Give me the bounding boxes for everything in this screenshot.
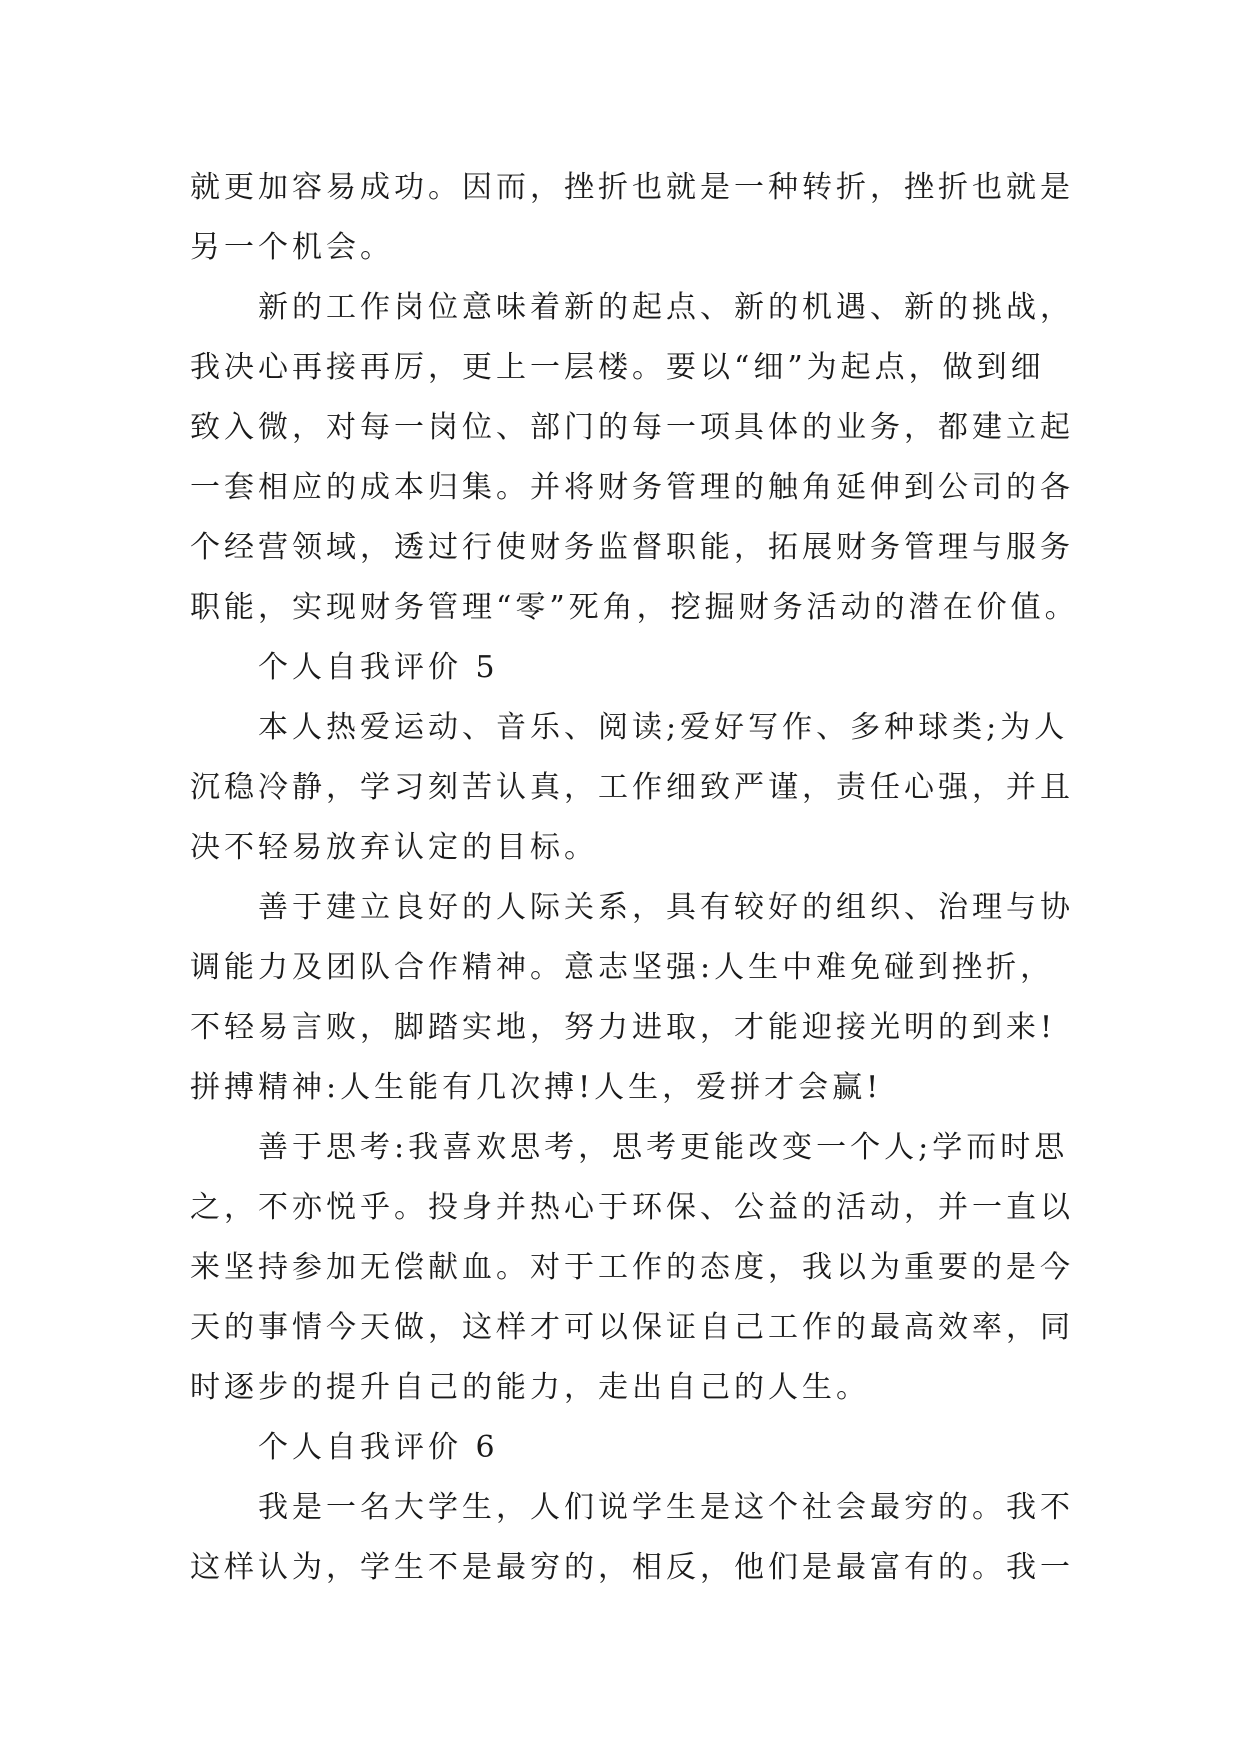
section-heading: 个人自我评价 6	[258, 1430, 499, 1465]
text-line: 职能，实现财务管理“零”死角，挖掘财务活动的潜在价值。	[190, 590, 1079, 625]
paragraph-first-line: 善于建立良好的人际关系，具有较好的组织、治理与协	[258, 890, 1074, 925]
text-line: 致入微，对每一岗位、部门的每一项具体的业务，都建立起	[190, 410, 1074, 445]
paragraph-first-line: 善于思考:我喜欢思考，思考更能改变一个人;学而时思	[258, 1130, 1069, 1165]
text-line: 天的事情今天做，这样才可以保证自己工作的最高效率，同	[190, 1310, 1074, 1345]
text-line: 调能力及团队合作精神。意志坚强:人生中难免碰到挫折，	[190, 950, 1055, 985]
paragraph-first-line: 新的工作岗位意味着新的起点、新的机遇、新的挑战，	[258, 290, 1074, 325]
text-line: 之，不亦悦乎。投身并热心于环保、公益的活动，并一直以	[190, 1190, 1074, 1225]
text-line: 这样认为，学生不是最穷的，相反，他们是最富有的。我一	[190, 1550, 1074, 1585]
text-line: 沉稳冷静，学习刻苦认真，工作细致严谨，责任心强，并且	[190, 770, 1074, 805]
text-line: 个经营领域，透过行使财务监督职能，拓展财务管理与服务	[190, 530, 1074, 565]
text-line: 另一个机会。	[190, 230, 394, 265]
text-line: 时逐步的提升自己的能力，走出自己的人生。	[190, 1370, 870, 1405]
text-line: 我决心再接再厉，更上一层楼。要以“细”为起点，做到细	[190, 350, 1045, 385]
section-heading: 个人自我评价 5	[258, 650, 499, 685]
text-line: 就更加容易成功。因而，挫折也就是一种转折，挫折也就是	[190, 170, 1074, 205]
document-page	[190, 158, 1079, 1598]
paragraph-first-line: 本人热爱运动、音乐、阅读;爱好写作、多种球类;为人	[258, 710, 1069, 745]
text-line: 不轻易言败，脚踏实地，努力进取，才能迎接光明的到来!	[190, 1010, 1057, 1045]
text-line: 来坚持参加无偿献血。对于工作的态度，我以为重要的是今	[190, 1250, 1074, 1285]
text-line: 决不轻易放弃认定的目标。	[190, 830, 598, 865]
paragraph-first-line: 我是一名大学生，人们说学生是这个社会最穷的。我不	[258, 1490, 1074, 1525]
text-line: 一套相应的成本归集。并将财务管理的触角延伸到公司的各	[190, 470, 1074, 505]
text-line: 拼搏精神:人生能有几次搏!人生，爱拼才会赢!	[190, 1070, 883, 1105]
